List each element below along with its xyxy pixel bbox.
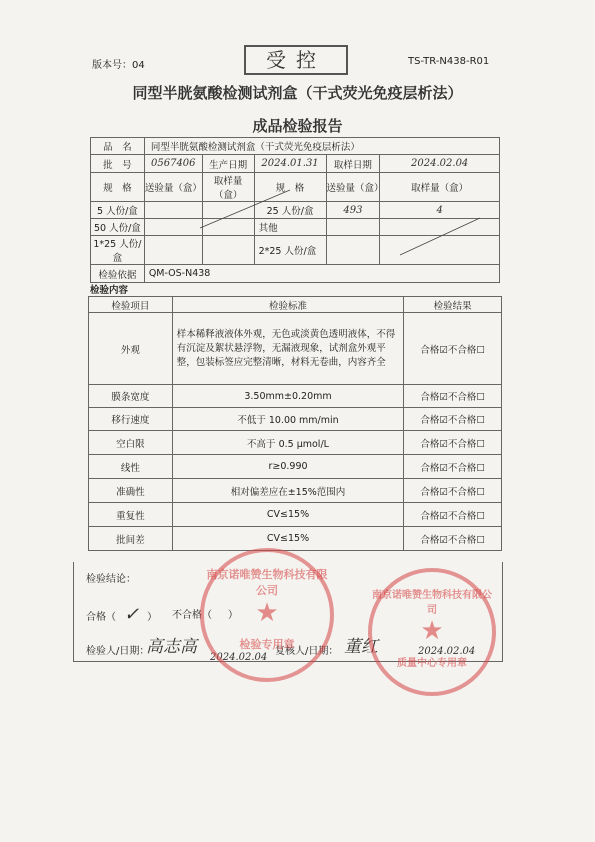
star-icon: ★	[420, 616, 444, 646]
standard-cell: 不低于 10.00 mm/min	[172, 408, 404, 431]
item-cell: 重复性	[89, 503, 173, 527]
sample-date-label: 取样日期	[326, 155, 380, 173]
conclusion-label: 检验结论：	[86, 574, 136, 585]
spec-label: 规 格	[91, 173, 145, 202]
mfg-date-label: 生产日期	[202, 155, 254, 173]
document-code: TS-TR-N438-R01	[408, 56, 490, 67]
result-cell: 合格☑不合格☐	[404, 527, 502, 551]
qty-sent-label: 送验量（盒）	[144, 173, 202, 202]
item-cell: 空白限	[89, 431, 173, 455]
item-cell: 移行速度	[89, 408, 173, 431]
item-cell: 准确性	[89, 479, 173, 503]
quality-seal-sub: 质量中心专用章	[397, 658, 467, 669]
standard-cell: CV≤15%	[172, 503, 404, 527]
spec-left-cell: 1*25 人份/盒	[91, 236, 145, 265]
batch-value: 0567406	[144, 155, 202, 173]
document-subtitle: 成品检验报告	[252, 117, 343, 135]
inspector-label: 检验人/日期：	[86, 646, 150, 657]
standard-cell: r≥0.990	[172, 455, 404, 479]
result-cell: 合格☑不合格☐	[404, 503, 502, 527]
item-cell: 外观	[89, 313, 173, 385]
result-cell: 合格☑不合格☐	[404, 431, 502, 455]
document-title: 同型半胱氨酸检测试剂盒（干式荧光免疫层析法）	[132, 84, 463, 102]
result-cell: 合格☑不合格☐	[404, 313, 502, 385]
sample-date-value: 2024.02.04	[380, 155, 500, 173]
table-row	[89, 408, 502, 431]
inspection-seal-text: 南京诺唯赞生物科技有限公司	[206, 568, 328, 597]
star-icon: ★	[255, 598, 279, 628]
qty-sampled-label-2: 取样量（盒）	[380, 173, 500, 202]
col-result-header: 检验结果	[404, 297, 502, 313]
basis-label: 检验依据	[91, 265, 145, 283]
batch-label: 批 号	[91, 155, 145, 173]
inspector-date: 2024.02.04	[210, 652, 268, 663]
product-name-label: 品 名	[91, 138, 145, 155]
spec-left-cell: 50 人份/盒	[91, 219, 145, 236]
spec-right-cell: 其他	[254, 219, 326, 236]
inspection-table	[88, 296, 502, 551]
basis-value: QM-OS-N438	[144, 265, 499, 283]
qty-sent-label-2: 送验量（盒）	[326, 173, 380, 202]
col-standard-header: 检验标准	[172, 297, 404, 313]
spec-left-cell: 5 人份/盒	[91, 202, 145, 219]
quality-seal	[368, 568, 496, 696]
standard-cell: 3.50mm±0.20mm	[172, 385, 404, 408]
standard-cell: 不高于 0.5 μmol/L	[172, 431, 404, 455]
product-name-value: 同型半胱氨酸检测试剂盒（干式荧光免疫层析法）	[144, 138, 499, 155]
sampled-right-cell: 4	[380, 202, 500, 219]
inspection-seal-sub: 检验专用章	[239, 638, 295, 651]
item-cell: 膜条宽度	[89, 385, 173, 408]
col-item-header: 检验项目	[89, 297, 173, 313]
spec-right-cell: 25 人份/盒	[254, 202, 326, 219]
strike-line-right	[400, 218, 480, 255]
result-cell: 合格☑不合格☐	[404, 455, 502, 479]
qty-sampled-label: 取样量（盒）	[202, 173, 254, 202]
result-cell: 合格☑不合格☐	[404, 408, 502, 431]
result-cell: 合格☑不合格☐	[404, 385, 502, 408]
check-mark-icon: ✓	[124, 604, 140, 625]
version-number: 版本号：04	[92, 60, 145, 71]
quality-seal-text: 南京诺唯赞生物科技有限公司	[372, 590, 492, 616]
reviewer-label: 复核人/日期：	[275, 646, 339, 657]
table-row	[89, 503, 502, 527]
inspection-seal	[200, 548, 334, 682]
fail-label: 不合格（	[172, 610, 212, 621]
item-cell: 批间差	[89, 527, 173, 551]
table-row	[89, 313, 502, 385]
standard-cell: 相对偏差应在±15%范围内	[172, 479, 404, 503]
reviewer-signature: 董红	[344, 637, 378, 657]
spec-right-cell: 2*25 人份/盒	[254, 236, 326, 265]
table-row	[89, 385, 502, 408]
pass-label: 合格（	[86, 612, 116, 623]
table-row	[89, 455, 502, 479]
table-row	[89, 527, 502, 551]
strike-line-left	[200, 190, 290, 228]
item-cell: 线性	[89, 455, 173, 479]
section-title: 检验内容	[90, 285, 129, 296]
inspector-signature: 高志高	[146, 637, 197, 657]
controlled-stamp: 受控	[244, 45, 348, 75]
result-cell: 合格☑不合格☐	[404, 479, 502, 503]
sent-right-cell: 493	[326, 202, 380, 219]
spec-label-2: 规 格	[254, 173, 326, 202]
table-row	[89, 479, 502, 503]
reviewer-date: 2024.02.04	[418, 646, 476, 657]
standard-cell: CV≤15%	[172, 527, 404, 551]
table-row	[89, 431, 502, 455]
pass-option	[86, 604, 157, 625]
fail-close: ）	[228, 610, 238, 621]
standard-cell: 样本稀释液液体外观，无色或淡黄色透明液体，不得有沉淀及絮状悬浮物，无漏液现象，试剂盒外观平整，包装标签应完整清晰，材料无卷曲，内容齐全	[172, 313, 404, 385]
pass-close: ）	[147, 612, 158, 623]
mfg-date-value: 2024.01.31	[254, 155, 326, 173]
